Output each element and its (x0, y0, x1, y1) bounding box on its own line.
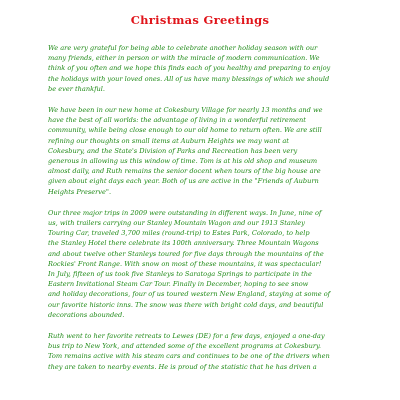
text-line: bus trip to New York, and attended some of the excellent programs at Cokesbury. (48, 342, 321, 351)
text-line: many friends, either in person or with the miracle of modern communication. We (48, 54, 320, 63)
text-line: Cokesbury, and the State's Division of Parks and Recreation has been very (48, 146, 298, 155)
text-line: given about eight days each year. Both of us are active in the "Friends of Auburn (48, 177, 319, 186)
text-line: have the best of all worlds: the advantage of living in a wonderful retirement (48, 116, 306, 125)
letter-title: Christmas Greetings (130, 13, 270, 27)
text-line: be ever thankful. (48, 84, 105, 93)
text-line: and holiday decorations, four of us toured western New England, staying at some of (48, 290, 331, 299)
text-line: decorations abounded. (48, 310, 125, 319)
text-line: think of you often and we hope this finds each of you healthy and preparing to enjoy (48, 64, 331, 73)
paragraph-3 (48, 208, 370, 320)
text-line: us, with trailers carrying our Stanley Mountain Wagon and our 1913 Stanley (48, 219, 305, 228)
text-line: they are taken to nearby events. He is proud of the statistic that he has driven a (48, 362, 317, 371)
text-line: Touring Car, traveled 3,700 miles (round-trip) to Estes Park, Colorado, to help (48, 229, 310, 238)
text-line: Ruth went to her favorite retreats to Lewes (DE) for a few days, enjoyed a one-day (48, 332, 325, 341)
letter-body (48, 43, 370, 383)
text-line: Tom remains active with his steam cars and continues to be one of the drivers when (48, 352, 330, 361)
text-line: almost daily, and Ruth remains the senior docent when tours of the big house are (48, 167, 321, 176)
paragraph-2 (48, 105, 370, 197)
text-line: community, while being close enough to our old home to return often. We are still (48, 126, 322, 135)
text-line: Eastern Invitational Steam Car Tour. Finally in December, hoping to see snow (48, 280, 309, 289)
text-line: In July, fifteen of us took five Stanleys to Saratoga Springs to participate in the (48, 270, 312, 279)
text-line: refining our thoughts on small items at Auburn Heights we may want at (48, 136, 289, 145)
text-line: Rockies' Front Range. With snow on most of these mountains, it was spectacular! (48, 259, 322, 268)
text-line: and about twelve other Stanleys toured for five days through the mountains of the (48, 249, 324, 258)
text-line: the holidays with your loved ones. All of us have many blessings of which we should (48, 74, 330, 83)
text-line: Our three major trips in 2009 were outstanding in different ways. In June, nine of (48, 208, 322, 217)
paragraph-4 (48, 331, 370, 372)
text-line: We are very grateful for being able to celebrate another holiday season with our (48, 44, 318, 52)
text-line: our favorite historic inns. The snow was there with bright cold days, and beautiful (48, 300, 324, 309)
text-line: the Stanley Hotel there celebrate its 100th anniversary. Three Mountain Wagons (48, 239, 319, 248)
paragraph-1 (48, 43, 370, 94)
text-line: Heights Preserve". (48, 187, 112, 196)
text-line: We have been in our new home at Cokesbury Village for nearly 13 months and we (48, 106, 323, 115)
text-line: generous in allowing us this window of time. Tom is at his old shop and museum (48, 157, 318, 166)
